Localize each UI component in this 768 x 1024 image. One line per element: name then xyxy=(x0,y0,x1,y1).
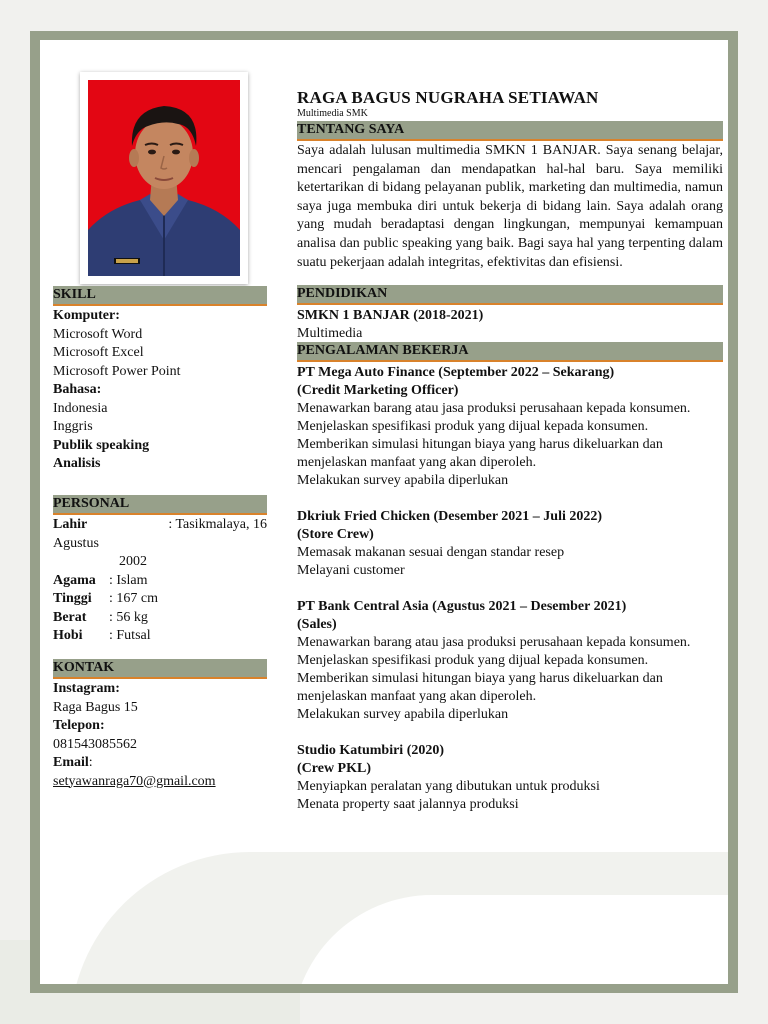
job-company: Studio Katumbiri (2020) xyxy=(297,743,445,758)
job-entry xyxy=(297,364,723,490)
skill-item: Microsoft Word xyxy=(53,326,143,342)
language-item: Inggris xyxy=(53,419,93,434)
pengalaman-section xyxy=(297,342,723,814)
header xyxy=(297,88,723,119)
job-task: Melayani customer xyxy=(297,563,405,578)
tentang-text: Saya adalah lulusan multimedia SMKN 1 BANJAR. Saya senang belajar, mencari pengalaman dan mendapatkan hal-hal baru. Saya memiliki ketertarikan di bidang pelayanan publik, marketing dan multimedia, namun saya juga membuka diri untuk bekerja di bidang lain. Saya adalah orang yang mudah beradaptasi dengan lingkungan, mempunyai kemampuan analisa dan public speaking yang baik. Bagi saya hal yang terpenting dalam suatu pekerjaan adalah integritas, efektivitas dan efisiensi. xyxy=(297,143,723,270)
personal-heading: PERSONAL xyxy=(53,495,267,515)
job-entry xyxy=(297,508,723,580)
skill-item: Publik speaking xyxy=(53,437,150,453)
job-task: Melakukan survey apabila diperlukan xyxy=(297,707,509,722)
komputer-label: Komputer: xyxy=(53,308,120,323)
job-role: (Store Crew) xyxy=(297,527,374,542)
kontak-heading: KONTAK xyxy=(53,659,267,679)
email-label: Email xyxy=(53,755,89,770)
school-name: SMKN 1 BANJAR (2018-2021) xyxy=(297,308,484,323)
job-entry xyxy=(297,598,723,724)
agama-label: Agama xyxy=(53,572,96,588)
agama-row xyxy=(53,572,267,591)
job-task: Menawarkan barang atau jasa produksi perusahaan kepada konsumen. xyxy=(297,635,691,650)
skill-section xyxy=(53,286,267,474)
skill-item: Microsoft Power Point xyxy=(53,363,181,379)
agama-value: : Islam xyxy=(109,572,148,588)
tentang-section xyxy=(297,121,723,272)
school-major: Multimedia xyxy=(297,326,363,341)
lahir-row xyxy=(53,516,267,535)
job-entry xyxy=(297,742,723,814)
telepon-label: Telepon: xyxy=(53,718,105,733)
job-task: Memberikan simulasi hitungan biaya yang harus dikeluarkan dan xyxy=(297,671,663,686)
job-role: (Sales) xyxy=(297,617,337,632)
hobi-row xyxy=(53,627,267,646)
instagram-value: Raga Bagus 15 xyxy=(53,699,138,715)
portrait-illustration xyxy=(88,80,240,276)
pendidikan-section xyxy=(297,285,723,343)
job-task: Menyiapkan peralatan yang dibutukan untuk produksi xyxy=(297,779,600,794)
hobi-value: : Futsal xyxy=(109,628,151,643)
berat-value: : 56 kg xyxy=(109,609,148,625)
lahir-value: : Tasikmalaya, 16 xyxy=(168,517,267,532)
job-task: Melakukan survey apabila diperlukan xyxy=(297,473,509,488)
job-company: Dkriuk Fried Chicken (Desember 2021 – Juli 2022) xyxy=(297,509,603,524)
job-task: menjelaskan manfaat yang akan diperoleh. xyxy=(297,689,537,704)
candidate-name: RAGA BAGUS NUGRAHA SETIAWAN xyxy=(297,88,599,107)
job-task: Menjelaskan spesifikasi produk yang dijual kepada konsumen. xyxy=(297,419,649,434)
profile-photo xyxy=(88,80,240,276)
tinggi-value: : 167 cm xyxy=(109,591,158,606)
job-task: Memasak makanan sesuai dengan standar resep xyxy=(297,545,565,560)
job-role: (Crew PKL) xyxy=(297,761,371,776)
profile-photo-card xyxy=(80,72,248,284)
skill-item: Microsoft Excel xyxy=(53,345,144,360)
email-link[interactable]: setyawanraga70@gmail.com xyxy=(53,773,216,789)
lahir-label: Lahir xyxy=(53,517,88,532)
instagram-label: Instagram: xyxy=(53,681,120,696)
tentang-heading: TENTANG SAYA xyxy=(297,121,723,141)
job-company: PT Mega Auto Finance (September 2022 – Sekarang) xyxy=(297,365,615,380)
pengalaman-heading: PENGALAMAN BEKERJA xyxy=(297,342,723,362)
berat-row xyxy=(53,609,267,628)
telepon-value: 081543085562 xyxy=(53,736,137,752)
job-task: Menata property saat jalannya produksi xyxy=(297,797,519,812)
personal-section xyxy=(53,495,267,646)
email-row xyxy=(53,754,267,773)
job-task: Menawarkan barang atau jasa produksi perusahaan kepada konsumen. xyxy=(297,401,691,416)
email-colon: : xyxy=(88,755,93,770)
lahir-value-line3: 2002 xyxy=(119,554,147,569)
job-task: Menjelaskan spesifikasi produk yang dijual kepada konsumen. xyxy=(297,653,649,668)
skill-item: Analisis xyxy=(53,456,101,471)
lahir-value-line2: Agustus xyxy=(53,535,99,551)
job-task: menjelaskan manfaat yang akan diperoleh. xyxy=(297,455,537,470)
job-company: PT Bank Central Asia (Agustus 2021 – Desember 2021) xyxy=(297,599,627,614)
candidate-subtitle: Multimedia SMK xyxy=(297,108,368,119)
hobi-label: Hobi xyxy=(53,628,83,643)
job-role: (Credit Marketing Officer) xyxy=(297,383,459,398)
kontak-section xyxy=(53,659,267,791)
job-task: Memberikan simulasi hitungan biaya yang harus dikeluarkan dan xyxy=(297,437,663,452)
language-item: Indonesia xyxy=(53,400,108,416)
tinggi-row xyxy=(53,590,267,609)
berat-label: Berat xyxy=(53,609,87,625)
tinggi-label: Tinggi xyxy=(53,591,92,606)
bahasa-label: Bahasa: xyxy=(53,382,102,397)
skill-heading: SKILL xyxy=(53,286,267,306)
pendidikan-heading: PENDIDIKAN xyxy=(297,285,723,305)
